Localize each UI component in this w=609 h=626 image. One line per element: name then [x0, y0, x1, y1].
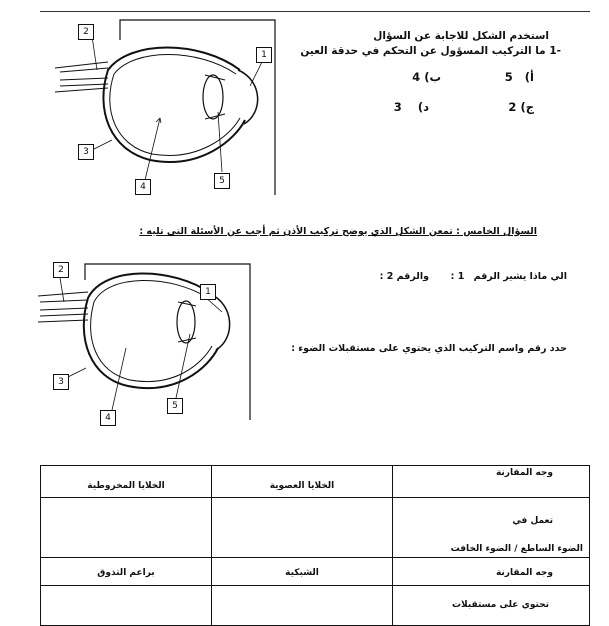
taste-buds-header: براعم التذوق — [97, 568, 155, 578]
compare-header-2: وجه المقارنة — [495, 568, 553, 578]
works-in-label: تعمل في — [512, 516, 553, 526]
cell-cones-header — [41, 466, 212, 498]
label-2-bottom: 2 — [53, 262, 69, 278]
q4-option-d-value: 3 — [393, 100, 402, 114]
label-5-top: 5 — [214, 173, 230, 189]
label-1-top: 1 — [256, 47, 272, 63]
label-1-bottom: 1 — [200, 284, 216, 300]
cell-rods-works[interactable] — [212, 498, 393, 558]
cell-taste-buds — [41, 558, 212, 586]
label-4-top: 4 — [135, 179, 151, 195]
q4-question-number: -1 — [549, 45, 561, 57]
q4-option-a — [505, 70, 534, 84]
q5-title: السؤال الخامس : تمعن الشكل الذي يوضح تركيب الأذن ثم أجب عن الأسئلة التي تليه : — [139, 226, 537, 237]
cell-retina — [212, 558, 393, 586]
label-3-top: 3 — [78, 144, 94, 160]
label-3-bottom: 3 — [53, 374, 69, 390]
cell-compare-header — [393, 466, 590, 498]
q4-option-a-letter: أ) — [524, 70, 534, 84]
q4-option-b — [412, 70, 441, 84]
q4-option-a-value: 5 — [504, 70, 513, 84]
cell-compare-header-2 — [393, 558, 590, 586]
light-conditions-label: الضوء الساطع / الضوء الخافت — [450, 544, 583, 554]
cell-works-in — [393, 498, 590, 558]
q5-number-meaning — [451, 271, 567, 282]
compare-header: وجه المقارنة — [495, 468, 553, 478]
label-4-bottom: 4 — [100, 410, 116, 426]
rods-header: الخلايا العصوية — [269, 480, 335, 491]
q5-num2: والرقم 2 : — [379, 271, 429, 282]
label-2-top: 2 — [78, 24, 94, 40]
q4-question: ما التركيب المسؤول عن التحكم في حدقة العين — [300, 45, 546, 57]
cell-cones-works[interactable] — [41, 498, 212, 558]
q4-option-d — [394, 100, 429, 114]
q4-option-c — [508, 100, 534, 114]
q4-option-c-letter: ج) — [520, 100, 534, 114]
q5-light-receptor: حدد رقم واسم التركيب الذي يحتوي على مستقبلات الضوء : — [291, 343, 567, 354]
q5-number-meaning-text: الي ماذا يشير الرقم — [473, 271, 567, 282]
q4-option-b-letter: ب) — [424, 70, 441, 84]
q5-num1: 1 : — [450, 271, 465, 282]
comparison-table — [40, 465, 590, 625]
cell-rods-header — [212, 466, 393, 498]
contains-receptors-label: تحتوي على مستقبلات — [451, 600, 549, 610]
q4-instruction: استخدم الشكل للاجابة عن السؤال — [373, 30, 549, 42]
q4-option-b-value: 4 — [412, 70, 421, 84]
q4-question-row — [300, 45, 561, 57]
retina-header: الشبكية — [285, 568, 319, 578]
q4-option-d-letter: د) — [417, 100, 429, 114]
label-5-bottom: 5 — [167, 398, 183, 414]
cones-header: الخلايا المخروطية — [87, 480, 165, 491]
q4-option-c-value: 2 — [508, 100, 517, 114]
